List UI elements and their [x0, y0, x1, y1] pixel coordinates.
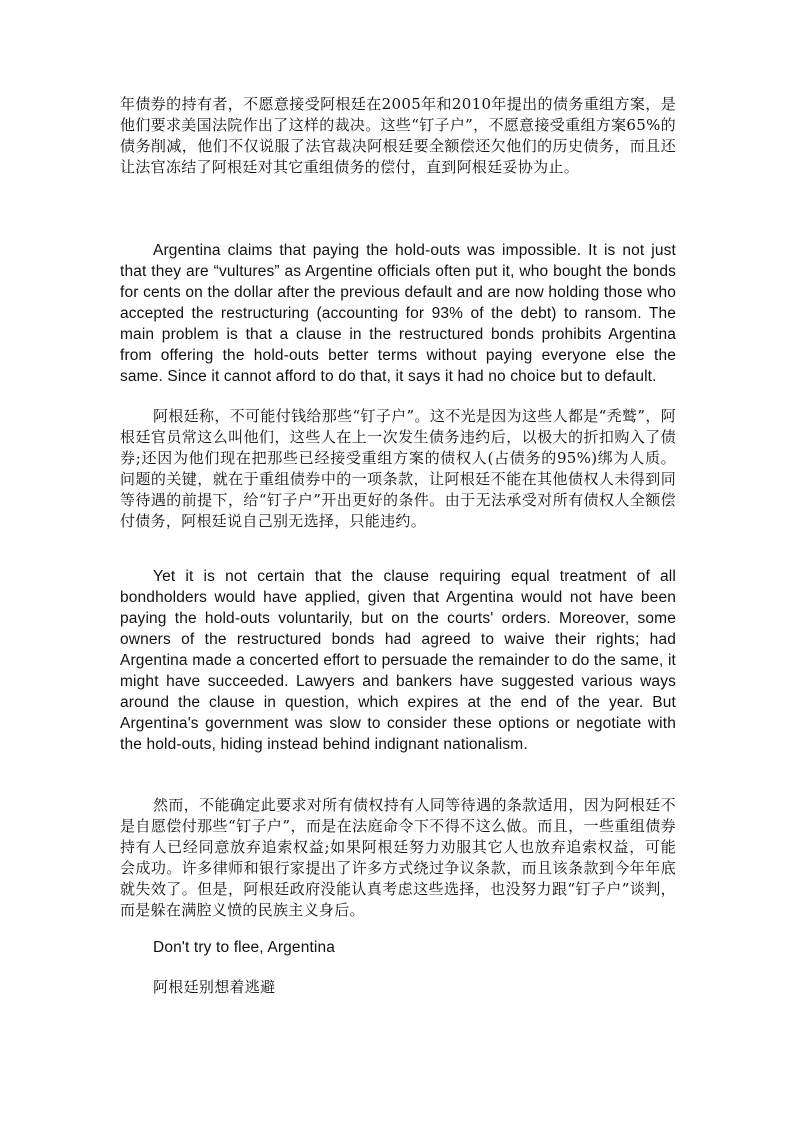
- paragraph-zh-1: 年债券的持有者，不愿意接受阿根廷在2005年和2010年提出的债务重组方案，是他们要求美国法院作出了这样的裁决。这些“钉子户”，不愿意接受重组方案65%的债务削减，他们不仅说服了法官裁决阿根廷要全额偿还欠他们的历史债务，而且还让法官冻结了阿根廷对其它重组债务的偿付，直到阿根廷妥协为止。: [120, 95, 676, 176]
- paragraph-zh-3: 然而，不能确定此要求对所有债权持有人同等待遇的条款适用，因为阿根廷不是自愿偿付那些“钉子户”，而是在法庭命令下不得不这么做。而且，一些重组债券持有人已经同意放弃追索权益;如果阿根廷努力劝服其它人也放弃追索权益，可能会成功。许多律师和银行家提出了许多方式绕过争议条款，而且该条款到今年年底就失效了。但是，阿根廷政府没能认真考虑这些选择，也没努力跟“钉子户”谈判，而是躲在满腔义愤的民族主义身后。: [120, 796, 676, 919]
- paragraph-en-1: Argentina claims that paying the hold-outs was impossible. It is not just that they are “vultures” as Argentine officials often put it, who bought the bonds for cents on the dollar after the previous default and are now holding those who accepted the restructuring (accounting for 93% of the debt) to ransom. The main problem is that a clause in the restructured bonds prohibits Argentina from offering the hold-outs better terms without paying everyone else the same. Since it cannot afford to do that, it says it had no choice but to default.: [120, 242, 676, 385]
- paragraph-en-2: Yet it is not certain that the clause requiring equal treatment of all bondholders would have applied, given that Argentina would not have been paying the hold-outs voluntarily, but on the courts' orders. Moreover, some owners of the restructured bonds had agreed to waive their rights; had Argentina made a concerted effort to persuade the remainder to do the same, it might have succeeded. Lawyers and bankers have suggested various ways around the clause in question, which expires at the end of the year. But Argentina's government was slow to consider these options or negotiate with the hold-outs, hiding instead behind indignant nationalism.: [120, 568, 676, 753]
- section-heading-zh: 阿根廷别想着逃避: [153, 978, 276, 996]
- paragraph-zh-2: 阿根廷称，不可能付钱给那些“钉子户”。这不光是因为这些人都是“秃鹫”，阿根廷官员常这么叫他们，这些人在上一次发生债务违约后，以极大的折扣购入了债券;还因为他们现在把那些已经接受重组方案的债权人(占债务的95%)绑为人质。问题的关键，就在于重组债券中的一项条款，让阿根廷不能在其他债权人未得到同等待遇的前提下，给“钉子户”开出更好的条件。由于无法承受对所有债权人全额偿付债务，阿根廷说自己别无选择，只能违约。: [120, 407, 676, 530]
- section-heading-en: Don't try to flee, Argentina: [153, 939, 336, 956]
